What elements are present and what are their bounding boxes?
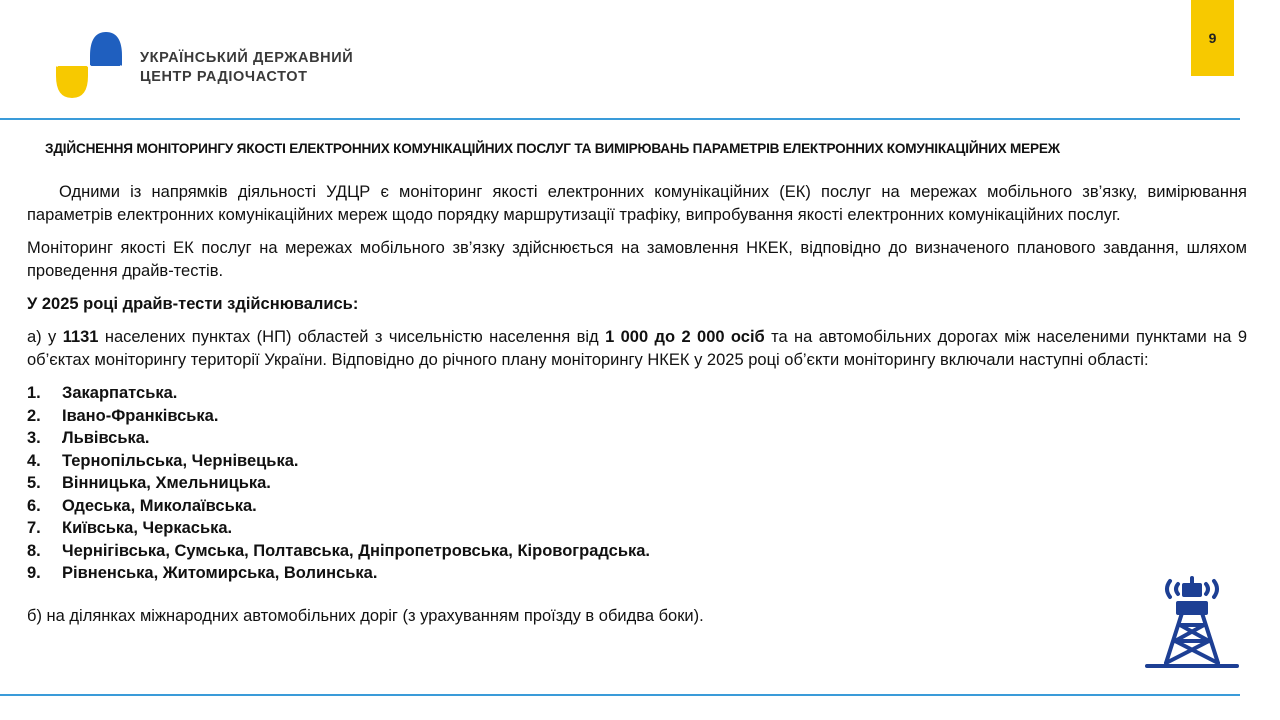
page-number-tab	[1191, 0, 1234, 76]
region-number: 5.	[27, 474, 41, 492]
region-text: Рівненська, Житомирська, Волинська.	[62, 564, 378, 582]
region-number: 7.	[27, 519, 41, 537]
region-item	[27, 450, 1247, 473]
region-number: 8.	[27, 541, 41, 560]
region-item	[27, 495, 1247, 518]
region-number: 3.	[27, 429, 41, 447]
item-a-text1: а) у	[27, 328, 63, 346]
radio-tower-icon	[1142, 573, 1242, 673]
region-text: Одеська, Миколаївська.	[62, 496, 257, 515]
region-text: Чернігівська, Сумська, Полтавська, Дніпропетровська, Кіровоградська.	[62, 541, 651, 560]
paragraph-intro: Одними із напрямків діяльності УДЦР є моніторинг якості електронних комунікаційних (ЕК) послуг на мережах мобільного зв’язку, вимірювання параметрів електронних комунікаційних мереж щодо порядку маршрутизації трафіку, випробування якості електронних комунікаційних послуг.	[27, 183, 1247, 224]
region-item	[27, 382, 1247, 405]
region-number: 1.	[27, 384, 41, 402]
page-number: 9	[1208, 30, 1217, 46]
regions-list	[27, 382, 1247, 585]
item-a-text2: населених пунктах (НП) областей з чисельністю населення від	[98, 328, 606, 346]
header-divider	[0, 118, 1240, 120]
paragraph-item-a	[27, 326, 1247, 372]
main-content	[27, 181, 1247, 638]
region-item	[27, 540, 1247, 563]
region-item	[27, 405, 1247, 428]
region-text: Київська, Черкаська.	[62, 519, 233, 537]
region-number: 9.	[27, 564, 41, 582]
region-text: Тернопільська, Чернівецька.	[62, 451, 299, 470]
org-name-line2: ЦЕНТР РАДІОЧАСТОТ	[140, 69, 308, 85]
paragraph-drive-tests-title: У 2025 році драйв-тести здійснювались:	[27, 295, 359, 313]
region-item	[27, 517, 1247, 540]
item-a-population: 1 000 до 2 000 осіб	[605, 328, 765, 346]
org-name-line1: УКРАЇНСЬКИЙ ДЕРЖАВНИЙ	[140, 50, 354, 66]
org-name	[140, 49, 353, 87]
item-a-text3: та на автомобільних дорогах між населеними пунктами на 9 об’єктах моніторингу території України. Відповідно до річного плану моніторингу НКЕК у 2025 році об’єкти моніторингу включали наступні області:	[27, 328, 1247, 369]
section-heading: ЗДІЙСНЕННЯ МОНІТОРИНГУ ЯКОСТІ ЕЛЕКТРОННИХ КОМУНІКАЦІЙНИХ ПОСЛУГ ТА ВИМІРЮВАНЬ ПАРАМЕТРІВ ЕЛЕКТРОННИХ КОМУНІКАЦІЙНИХ МЕРЕЖ	[45, 141, 1060, 156]
region-number: 2.	[27, 406, 41, 425]
region-text: Закарпатська.	[62, 384, 178, 402]
region-text: Вінницька, Хмельницька.	[62, 474, 271, 492]
region-item	[27, 427, 1247, 450]
paragraph-monitoring: Моніторинг якості ЕК послуг на мережах мобільного зв’язку здійснюється на замовлення НКЕК, відповідно до визначеного планового завдання, шляхом проведення драйв-тестів.	[27, 239, 1247, 280]
udcr-logo-icon	[54, 30, 124, 100]
region-number: 6.	[27, 496, 41, 515]
region-number: 4.	[27, 451, 41, 470]
footer-divider	[0, 694, 1240, 696]
region-item	[27, 472, 1247, 495]
region-text: Івано-Франківська.	[62, 406, 219, 425]
item-a-count: 1131	[62, 328, 99, 346]
region-text: Львівська.	[62, 429, 150, 447]
region-item	[27, 562, 1247, 585]
paragraph-item-b: б) на ділянках міжнародних автомобільних доріг (з урахуванням проїзду в обидва боки).	[27, 606, 704, 625]
